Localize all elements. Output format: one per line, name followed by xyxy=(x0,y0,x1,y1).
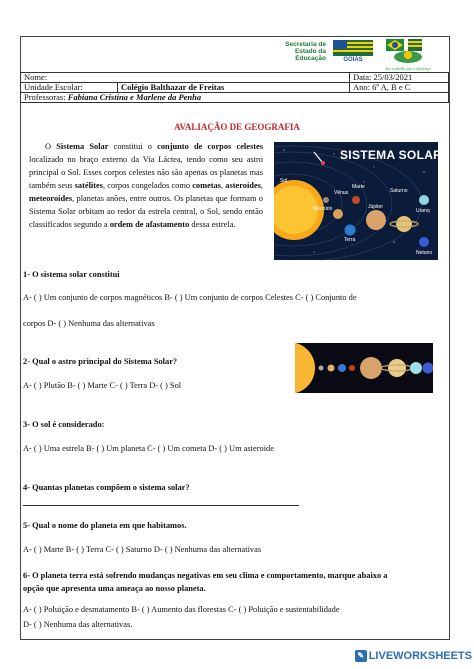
question-6-options-line2[interactable]: D- ( ) Nenhuma das alternativas. xyxy=(23,620,133,629)
question-6-options-line1[interactable]: A- ( ) Poluição e desmatamento B- ( ) Aumento das florestas C- ( ) Poluição e sustentabilidade xyxy=(23,605,340,614)
planets-lineup-illustration xyxy=(295,343,433,393)
page-title: AVALIAÇÃO DE GEOGRAFIA xyxy=(174,122,300,132)
question-1-options-line1[interactable]: A- ( ) Um conjunto de corpos magnéticos B- ( ) Um conjunto de corpos Celestes C- ( ) Conjunto de xyxy=(23,293,357,302)
professoras-cell xyxy=(21,93,449,103)
school-logo xyxy=(384,36,432,70)
data-cell xyxy=(350,73,449,83)
intro-paragraph: O Sistema Solar constitui o conjunto de corpos celestes localizado no braço externo da Via Láctea, tendo como seu astro principal o Sol. Esses corpos celestes não são apenas os planetas mas também seus satélites, corpos congelados como cometas, asteroides, meteoroides, planetas anões, entre outros. Os planetas que formam o Sistema Solar orbitam ao redor da estrela central, o Sol, sendo então classificados segundo a ordem de afastamento dessa estrela. xyxy=(29,142,264,229)
brand-name: LIVEWORKSHEETS xyxy=(368,650,472,662)
label-terra: Terra xyxy=(344,237,356,243)
unidade-label-cell xyxy=(21,83,118,93)
professoras-value: Fabiana Cristina e Marlene da Penha xyxy=(67,92,202,102)
label-mercurio: Mercúrio xyxy=(313,206,333,212)
unidade-value-cell xyxy=(118,83,350,93)
professoras-label: Professoras: xyxy=(24,92,66,102)
label-jupiter: Júpiter xyxy=(368,204,384,210)
student-info-table xyxy=(20,72,449,103)
label-netuno: Netuno xyxy=(416,250,433,256)
nome-field[interactable] xyxy=(21,73,350,83)
question-2-title: 2- Qual o astro principal do Sistema Solar? xyxy=(23,357,178,366)
school-motto: Seu trabalho faz a diferença xyxy=(385,66,431,71)
ano-label: Ano: 6º A, B e C xyxy=(353,82,411,92)
question-3-options[interactable]: A- ( ) Uma estrela B- ( ) Um planeta C- ( ) Um cometa D- ( ) Um asteroide xyxy=(23,444,274,453)
question-5-options[interactable]: A- ( ) Marte B- ( ) Terra C- ( ) Saturno D- ( ) Nenhuma das alternativas xyxy=(23,545,262,554)
unidade-value: Colégio Balthazar de Freitas xyxy=(121,82,225,92)
label-saturno: Saturno xyxy=(390,188,408,194)
question-1-options-line2[interactable]: corpos D- ( ) Nenhuma das alternativas xyxy=(23,319,155,328)
label-marte: Marte xyxy=(352,184,365,190)
goias-label: GOIÁS xyxy=(343,57,363,63)
data-label: Data: 25/03/2021 xyxy=(353,72,413,82)
question-6-title-line1: 6- O planeta terra está sofrendo mudanças negativas em seu clima e comportamento, marque abaixo a xyxy=(23,571,388,580)
secretaria-logo-text: Secretaria de Estado da Educação xyxy=(285,41,326,62)
question-6-title-line2: opção que apresenta uma ameaça ao nosso planeta. xyxy=(23,584,206,593)
question-1-title: 1- O sistema solar constitui xyxy=(23,270,120,279)
goias-flag-icon xyxy=(333,40,373,56)
question-5-title: 5- Qual o nome do planeta em que habitamos. xyxy=(23,521,187,530)
liveworksheets-brand xyxy=(355,650,472,662)
goias-state-logo xyxy=(333,40,373,64)
school-crest-icon xyxy=(384,36,432,66)
planets-strip-image xyxy=(295,343,433,393)
solar-system-image-title: SISTEMA SOLAR xyxy=(340,148,443,162)
ano-cell xyxy=(350,83,449,93)
question-4-answer-line[interactable] xyxy=(23,505,299,506)
question-4-title: 4- Quantas planetas compõem o sistema solar? xyxy=(23,483,190,492)
label-urano: Urano xyxy=(416,208,430,214)
question-2-options[interactable]: A- ( ) Plutão B- ( ) Marte C- ( ) Terra D- ( ) Sol xyxy=(23,381,182,390)
nome-label: Nome: xyxy=(24,72,48,82)
liveworksheets-logo-icon: ✎ xyxy=(355,650,367,662)
unidade-label: Unidade Escolar: xyxy=(24,82,83,92)
question-3-title: 3- O sol é considerado: xyxy=(23,420,105,429)
label-sol: Sol xyxy=(280,178,288,184)
label-venus: Vênus xyxy=(334,190,349,196)
